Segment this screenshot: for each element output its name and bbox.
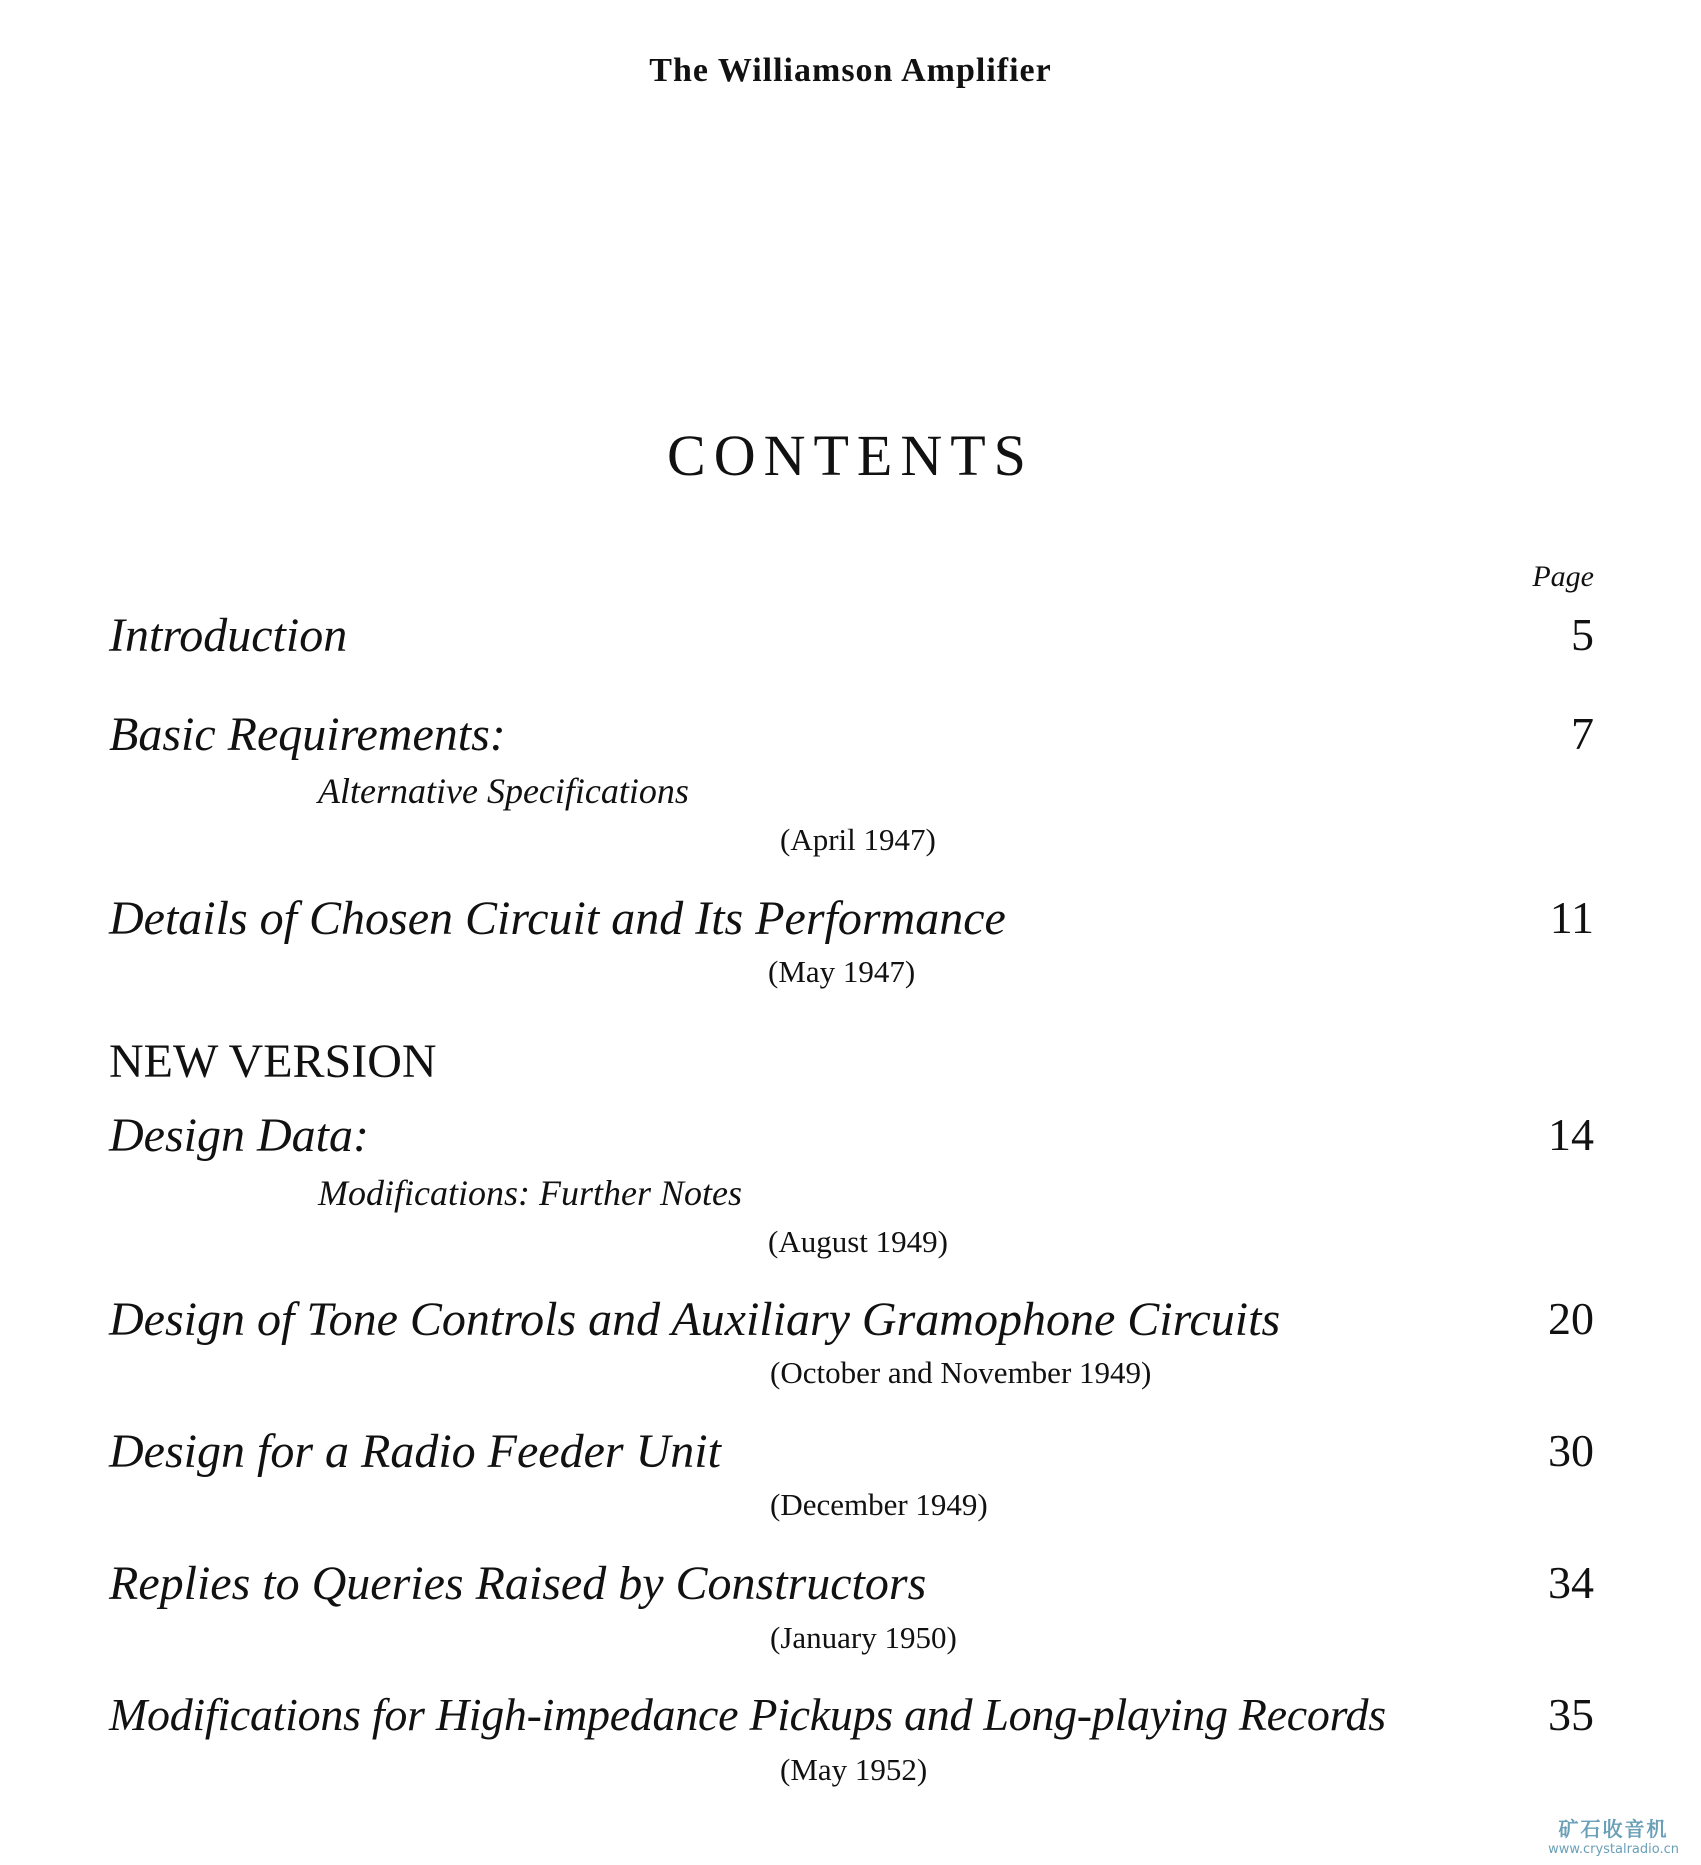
site-watermark [1548,1813,1679,1857]
toc-entry-date: (August 1949) [768,1224,948,1259]
toc-page-number: 34 [1548,1557,1594,1608]
toc-entry-date: (January 1950) [770,1620,957,1655]
running-title: The Williamson Amplifier [649,52,1052,89]
toc-entry-design-data[interactable]: Design Data: [109,1109,369,1162]
toc-entry-high-impedance-pickups[interactable]: Modifications for High-impedance Pickups and Long-playing Records [109,1689,1386,1740]
toc-page-number: 35 [1548,1689,1594,1740]
toc-page-number: 5 [1571,609,1594,660]
toc-entry-date: (October and November 1949) [770,1355,1152,1390]
toc-entry-basic-requirements[interactable]: Basic Requirements: [109,708,506,761]
section-heading-new-version: NEW VERSION [109,1035,437,1088]
toc-entry-introduction[interactable]: Introduction [109,609,348,662]
toc-entry-date: (April 1947) [780,822,936,857]
contents-heading: CONTENTS [667,423,1034,488]
toc-entry-replies-to-queries[interactable]: Replies to Queries Raised by Constructors [109,1557,927,1610]
toc-entry-date: (May 1952) [780,1752,928,1787]
toc-subentry-modifications-further-notes[interactable]: Modifications: Further Notes [318,1173,742,1213]
watermark-cn-text: 矿石收音机 [1558,1817,1669,1841]
toc-page-number: 14 [1548,1109,1594,1160]
toc-page-number: 7 [1571,708,1594,759]
watermark-url: www.crystalradio.cn [1548,1842,1679,1857]
toc-entry-design-of-tone-controls[interactable]: Design of Tone Controls and Auxiliary Gramophone Circuits [109,1293,1281,1346]
toc-subentry-alternative-specifications[interactable]: Alternative Specifications [318,771,689,811]
toc-page-number: 30 [1548,1425,1594,1476]
toc-entry-details-of-chosen-circuit[interactable]: Details of Chosen Circuit and Its Performance [109,892,1006,945]
toc-entry-date: (May 1947) [768,954,916,989]
toc-page-number: 20 [1548,1293,1594,1344]
toc-page-number: 11 [1549,892,1594,943]
toc-entry-radio-feeder-unit[interactable]: Design for a Radio Feeder Unit [109,1425,721,1478]
toc-entry-date: (December 1949) [770,1487,988,1522]
page-column-label: Page [1532,560,1594,593]
